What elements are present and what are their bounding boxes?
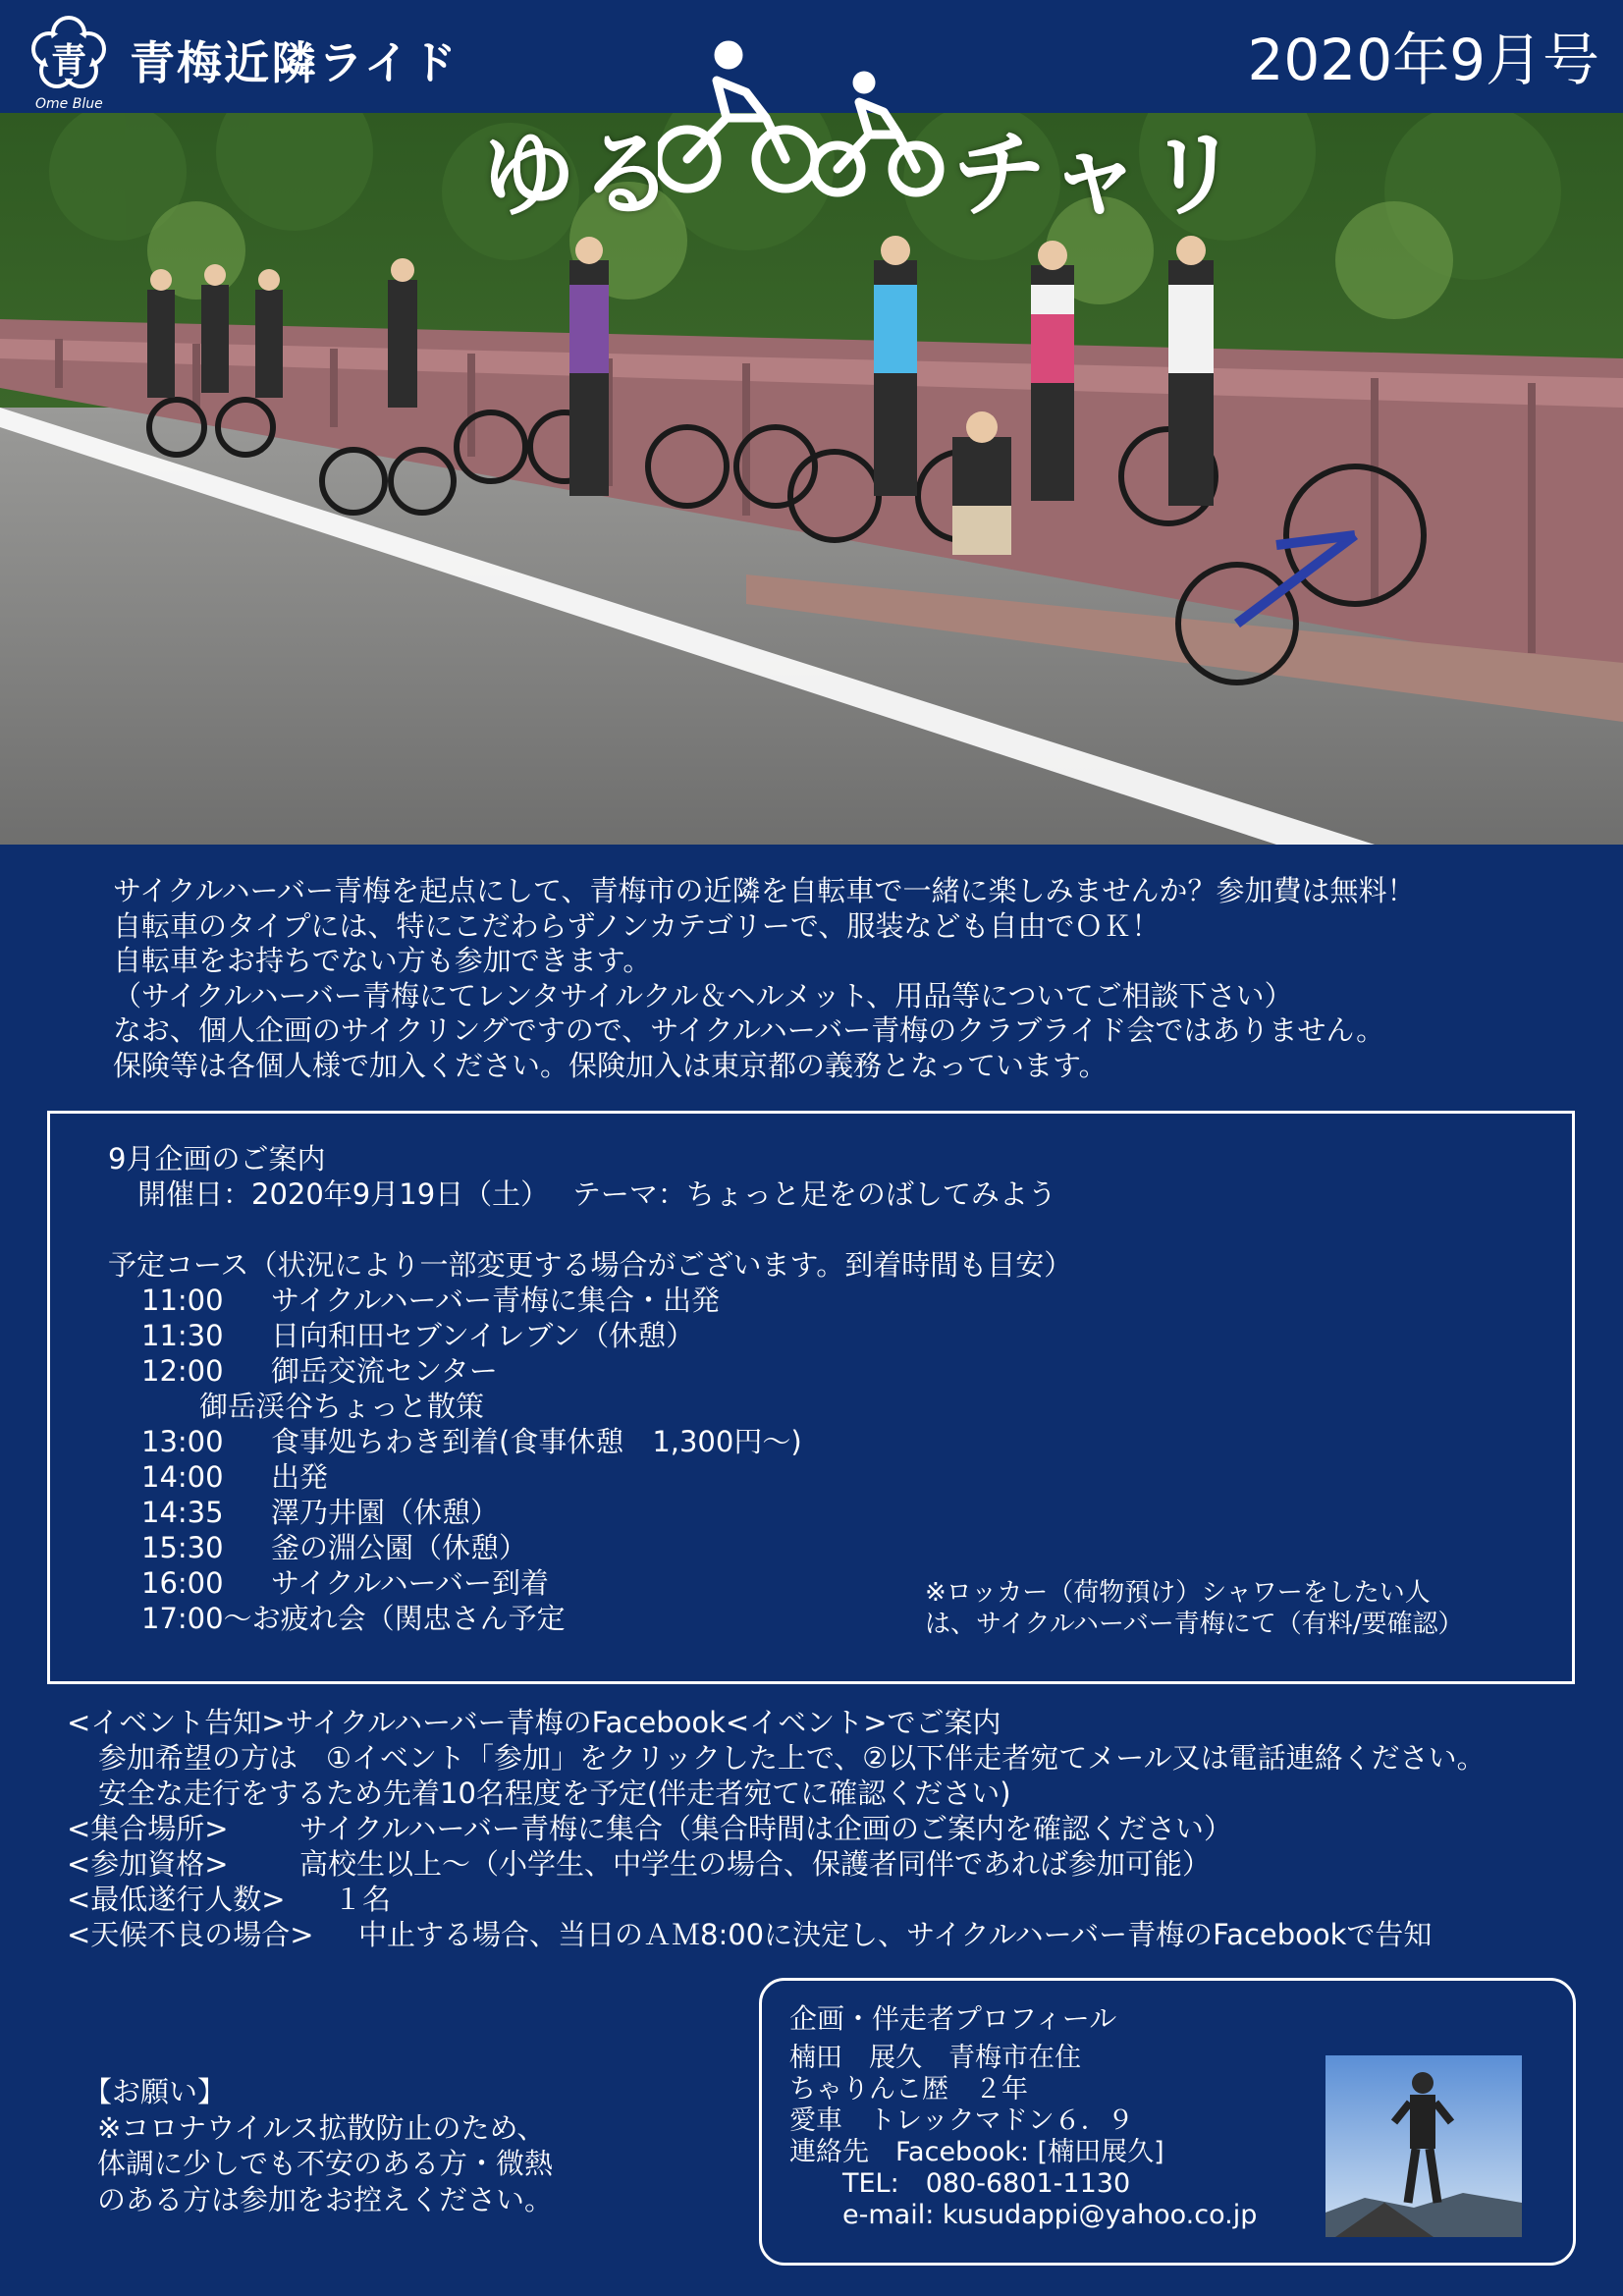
schedule-item [141,1353,498,1389]
schedule-desc: 出発 [271,1460,329,1494]
schedule-time: 11:30 [141,1319,224,1352]
course-heading: 予定コース（状況により一部変更する場合がございます。到着時間も目安） [108,1248,1073,1282]
intro-line: （サイクルハーバー青梅にてレンタサイルクル＆ヘルメット、用品等についてご相談下さい） [113,978,1293,1012]
schedule-item [141,1283,720,1318]
profile-line: 楠田 展久 青梅市在住 [789,2043,1081,2073]
brand-subtitle: Ome Blue [35,96,103,112]
schedule-time: 11:00 [141,1284,224,1317]
request-note [83,2074,553,2217]
locker-note-line2: は、サイクルハーバー青梅にて（有料/要確認） [925,1610,1464,1639]
intro-line: サイクルハーバー青梅を起点にして、青梅市の近隣を自転車で一緒に楽しみませんか？参加費は無料！ [113,874,1416,907]
schedule-item [141,1530,527,1565]
event-capacity: 安全な走行をするため先着10名程度を予定(伴走者宛てに確認ください) [98,1777,1011,1810]
plan-date-theme: 開催日：2020年9月19日（土） テーマ：ちょっと足をのばしてみよう [137,1177,1056,1211]
intro-line: なお、個人企画のサイクリングですので、サイクルハーバー青梅のクラブライド会ではありません。 [113,1013,1385,1047]
plan-heading: 9月企画のご案内 [108,1142,326,1175]
profile-tel: TEL: 080-6801-1130 [842,2168,1131,2199]
schedule-time: 15:30 [141,1531,224,1564]
profile-photo [1325,2055,1522,2237]
schedule-time: 16:00 [141,1566,224,1600]
request-line: のある方は参加をお控えください。 [97,2182,554,2216]
bad-weather-label: <天候不良の場合> [67,1918,314,1951]
request-line: 体調に少しでも不安のある方・微熱 [97,2147,554,2180]
schedule-desc: サイクルハーバー青梅に集合・出発 [271,1284,721,1317]
intro-line: 保険等は各個人様で加入ください。保険加入は東京都の義務となっています。 [113,1048,1108,1082]
issue-date: 2020年9月号 [1247,27,1599,93]
locker-note-line1: ※ロッカー（荷物預け）シャワーをしたい人 [925,1578,1431,1608]
ome-blue-logo [29,14,108,92]
schedule-desc: 澤乃井園（休憩） [271,1496,500,1529]
eligibility-label: <参加資格> [67,1847,229,1881]
schedule-time: 14:00 [141,1460,224,1494]
schedule-desc: 食事処ちわき到着(食事休憩 1,300円～) [271,1425,802,1458]
title-part-yuru: ゆる [481,120,677,230]
min-participants-value: １名 [334,1883,392,1916]
schedule-desc: 釜の淵公園（休憩） [271,1531,528,1564]
schedule-time: 12:00 [141,1354,224,1388]
profile-email[interactable]: e-mail: kusudappi@yahoo.co.jp [842,2200,1258,2230]
schedule-desc: 御岳渓谷ちょっと散策 [199,1390,485,1423]
schedule-item [141,1459,328,1495]
profile-line: 愛車 トレックマドン６．９ [789,2105,1134,2136]
eligibility-value: 高校生以上～（小学生、中学生の場合、保護者同伴であれば参加可能） [299,1847,1212,1881]
schedule-item [141,1424,802,1459]
cyclists-icon [658,31,972,208]
profile-title: 企画・伴走者プロフィール [789,2002,1117,2035]
event-announce: <イベント告知>サイクルハーバー青梅のFacebook<イベント>でご案内 [67,1706,1001,1739]
schedule-item-last: 17:00～お疲れ会（関忠さん予定 [141,1602,566,1635]
schedule-item [141,1565,549,1601]
request-line: ※コロナウイルス拡散防止のため、 [97,2110,546,2145]
min-participants-label: <最低遂行人数> [67,1883,286,1916]
event-title [481,108,1245,230]
title-part-chari: チャリ [952,120,1245,230]
intro-text [113,874,1586,1083]
profile-line: 連絡先 Facebook: [楠田展久] [789,2137,1164,2167]
schedule-item [199,1389,484,1424]
schedule-desc: サイクルハーバー到着 [271,1566,550,1600]
meeting-place-label: <集合場所> [67,1812,229,1845]
profile-line: ちゃりんこ歴 ２年 [789,2074,1028,2105]
request-title: 【お願い】 [83,2075,227,2108]
brand-name: 青梅近隣ライド [130,36,459,89]
schedule-item [141,1495,499,1530]
schedule-time: 14:35 [141,1496,224,1529]
schedule-desc: 御岳交流センター [271,1354,498,1388]
schedule-time: 13:00 [141,1425,224,1458]
logo-character: 青 [51,41,87,82]
meeting-place-value: サイクルハーバー青梅に集合（集合時間は企画のご案内を確認ください） [299,1812,1233,1845]
intro-line: 自転車をお持ちでない方も参加できます。 [113,944,652,977]
bad-weather-value: 中止する場合、当日のＡＭ8:00に決定し、サイクルハーバー青梅のFacebookで告知 [358,1918,1433,1951]
group-photo [0,113,1623,845]
intro-line: 自転車のタイプには、特にこだわらずノンカテゴリーで、服装なども自由でＯＫ！ [113,908,1161,943]
event-apply: 参加希望の方は ①イベント「参加」をクリックした上で、②以下伴走者宛てメール又は電話連絡ください。 [98,1741,1486,1775]
schedule-desc: 日向和田セブンイレブン（休憩） [271,1319,695,1352]
schedule-item [141,1318,694,1353]
